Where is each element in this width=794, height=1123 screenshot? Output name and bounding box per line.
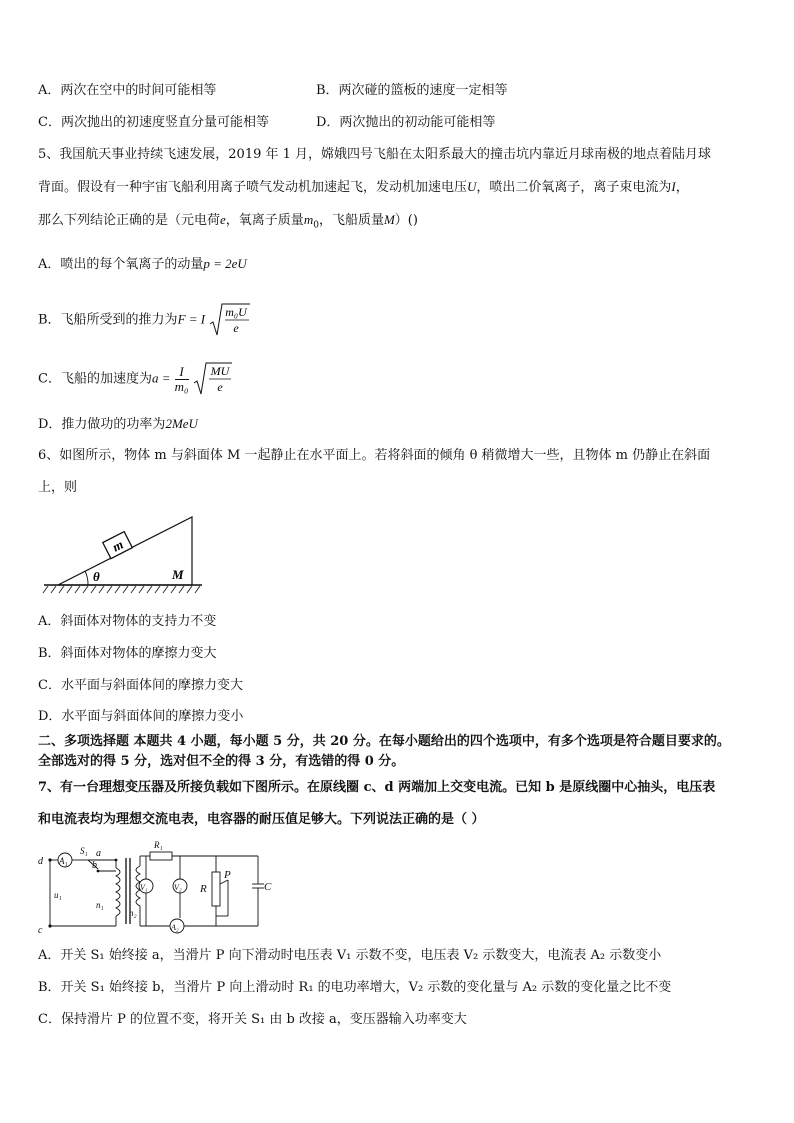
contact-a-label: a: [96, 848, 101, 859]
q5-stem-line3: 那么下列结论正确的是（元电荷e，氧离子质量$m_0$，飞船质量M）(): [38, 212, 418, 231]
n2-label: n₂: [129, 908, 137, 918]
contact-b-label: b: [92, 860, 97, 871]
q5-stem-line2: 背面。假设有一种宇宙飞船利用离子喷气发动机加速起飞，发动机加速电压U，喷出二价氧离子，离子束电流为I，: [38, 179, 689, 195]
q6-option-d: D．水平面与斜面体间的摩擦力变小: [38, 709, 244, 724]
q4-option-c: C．两次抛出的初速度竖直分量可能相等: [38, 115, 269, 130]
q5-option-d: D．推力做功的功率为2MeU: [38, 416, 198, 432]
u1-label: u₁: [54, 890, 62, 900]
q4-option-d: D．两次抛出的初动能可能相等: [316, 115, 496, 130]
q5-stem-line1: 5、我国航天事业持续飞速发展，2019 年 1 月，嫦娥四号飞船在太阳系最大的撞击坑内靠近月球南极的地点着陆月球: [38, 147, 712, 162]
capacitor-c-label: C: [264, 881, 272, 893]
voltmeter-v1-label: V₁: [140, 883, 148, 892]
sqrt-c-denominator: e: [217, 380, 223, 394]
q6-option-a: A．斜面体对物体的支持力不变: [38, 614, 217, 629]
fraction-c: $\frac{I}{\text{m₀}}$: [174, 363, 189, 394]
q6-option-c: C．水平面与斜面体间的摩擦力变大: [38, 678, 243, 693]
theta-label: θ: [93, 569, 100, 584]
q5-option-a: A．喷出的每个氧离子的动量p = 2eU: [38, 256, 247, 272]
q7-stem-line2: 和电流表均为理想交流电表，电容器的耐压值足够大。下列说法正确的是（ ）: [38, 812, 485, 827]
r1-label: R₁: [154, 840, 163, 850]
switch-s1-label: S₁: [80, 846, 88, 856]
n1-label: n₁: [96, 900, 104, 910]
q4-option-a: A．两次在空中的时间可能相等: [38, 83, 217, 98]
terminal-c: c: [38, 925, 43, 936]
svg-text:m: m: [109, 536, 126, 555]
sqrt-b-numerator: m₀U: [225, 305, 248, 319]
ammeter-a2-label: A₂: [171, 923, 179, 932]
incline-figure: [38, 512, 208, 607]
q7-stem-line1: 7、有一台理想变压器及所接负载如下图所示。在原线圈 c、d 两端加上交变电流。已知 b 是原线圈中心抽头，电压表: [38, 780, 716, 795]
resistor-r-label: R: [200, 883, 207, 895]
q4-option-b: B．两次碰的篮板的速度一定相等: [316, 83, 508, 98]
section2-header-line1: 二、多项选择题 本题共 4 小题，每小题 5 分，共 20 分。在每小题给出的四个选项中，有多个选项是符合题目要求的。: [38, 734, 730, 749]
q6-stem-line1: 6、如图所示，物体 m 与斜面体 M 一起静止在水平面上。若将斜面的倾角 θ 稍微增大一些，且物体 m 仍静止在斜面: [38, 448, 711, 463]
sqrt-sign-c: [193, 361, 233, 397]
voltmeter-v2-label: V₂: [174, 883, 182, 892]
terminal-d: d: [38, 856, 43, 867]
circuit-diagram: [34, 838, 284, 938]
q7-option-c: C．保持滑片 P 的位置不变，将开关 S₁ 由 b 改接 a，变压器输入功率变大: [38, 1012, 467, 1027]
q7-option-b: B．开关 S₁ 始终接 b，当滑片 P 向上滑动时 R₁ 的电功率增大，V₂ 示数的变化量与 A₂ 示数的变化量之比不变: [38, 980, 672, 995]
sqrt-sign-b: [209, 302, 251, 338]
block-m: [103, 532, 133, 559]
q7-option-a: A．开关 S₁ 始终接 a，当滑片 P 向下滑动时电压表 V₁ 示数不变，电压表 V₂ 示数变大，电流表 A₂ 示数变小: [38, 948, 662, 963]
section2-header-line2: 全部选对的得 5 分，选对但不全的得 3 分，有选错的得 0 分。: [38, 754, 405, 769]
q5-option-c: C．飞船的加速度为a = $\frac{I}{\text{m₀}}$ MU e: [38, 361, 233, 397]
ammeter-a1-label: A₁: [59, 856, 68, 866]
sqrt-b-denominator: e: [233, 321, 239, 335]
sqrt-c-numerator: MU: [210, 364, 230, 378]
slider-p-label: P: [224, 869, 231, 881]
q5-option-b: B．飞船所受到的推力为F = I m₀U e: [38, 302, 251, 338]
label-M: M: [172, 567, 184, 582]
q6-option-b: B．斜面体对物体的摩擦力变大: [38, 646, 217, 661]
q6-stem-line2: 上，则: [38, 480, 78, 495]
